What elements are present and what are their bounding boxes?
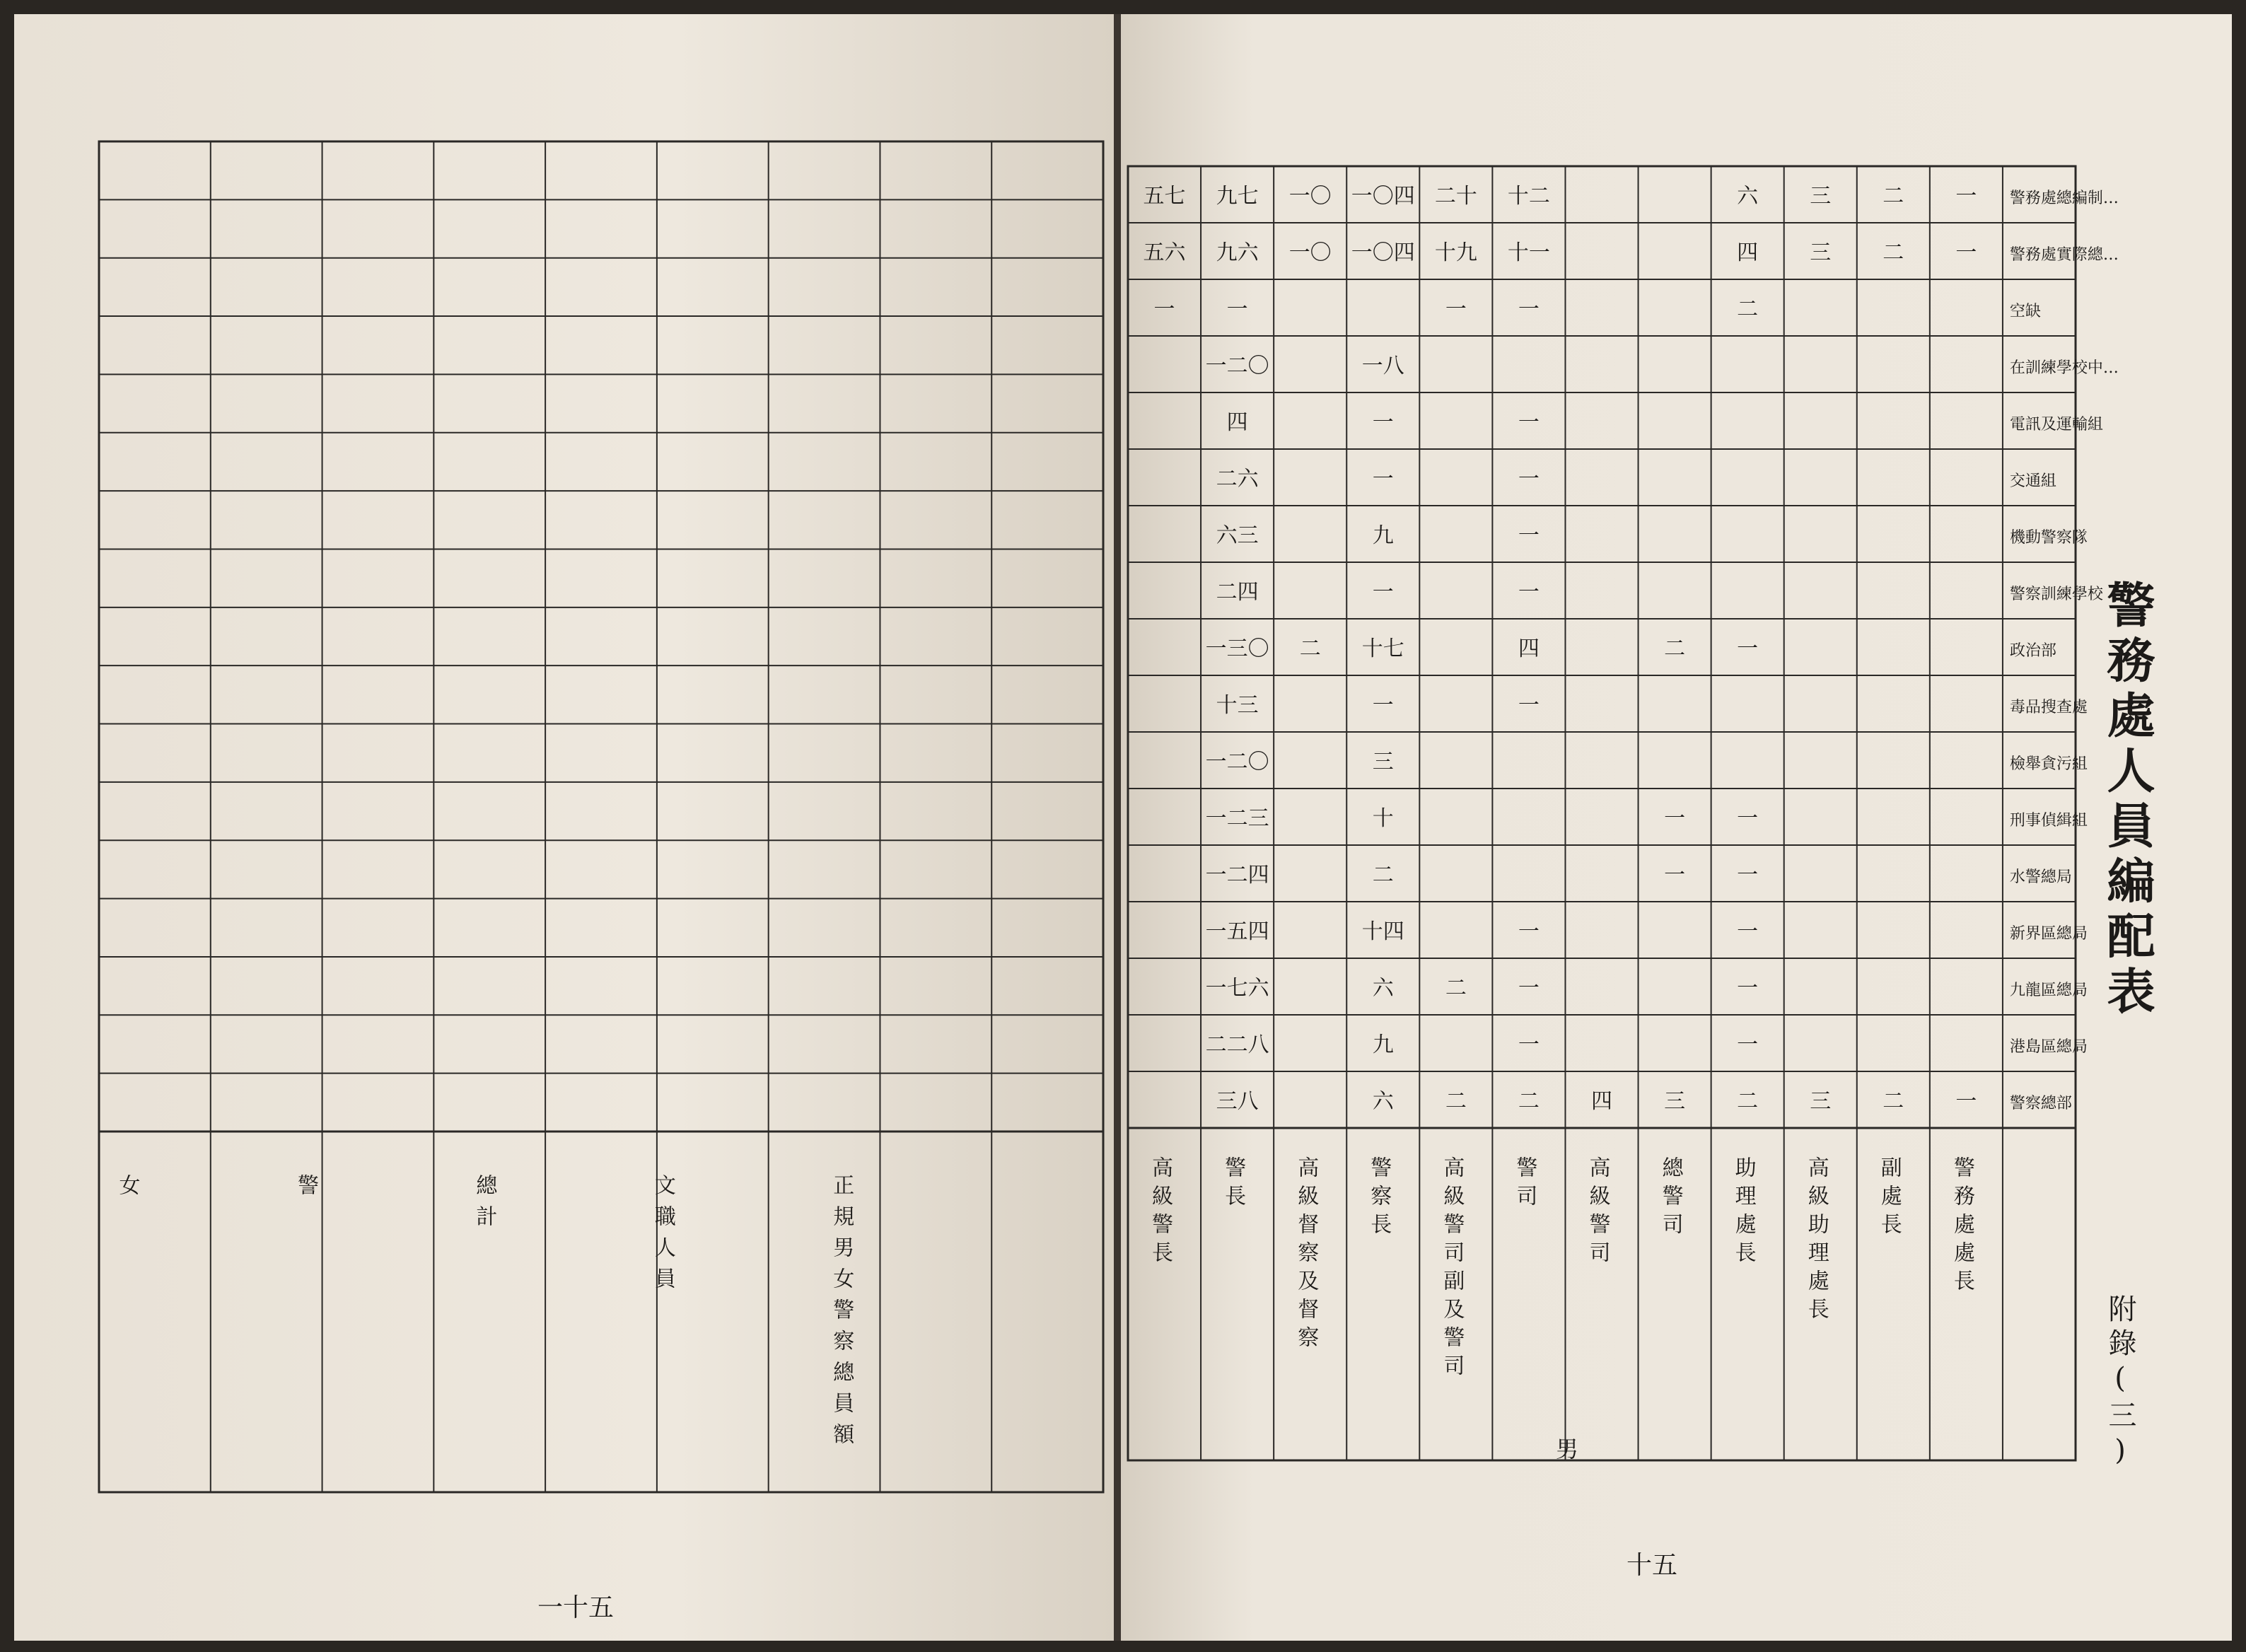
cell-value: 三 [1664,1089,1686,1114]
cell-value: 一 [1737,919,1759,944]
footer-label: 警 [293,1174,318,1205]
rank-label: 高級助理處長 [1803,1156,1829,1326]
row-header: 交通組 [2009,472,2056,490]
cell-value: 一 [1518,1032,1540,1057]
cell-value: 四 [1226,410,1248,435]
cell-value: 二 [1737,1089,1759,1114]
cell-value: 三 [1810,240,1832,265]
cell-value: 一三〇 [1205,636,1269,661]
row-header: 警務處總編制… [2009,190,2119,207]
rank-label: 警長 [1221,1156,1246,1213]
footer-label: 正規男女警察總員額 [829,1174,854,1454]
cell-value: 一 [1445,297,1467,322]
row-header: 水警總局 [2009,868,2072,886]
cell-value: 一 [1664,806,1686,831]
cell-value: 六 [1737,184,1759,209]
cell-value: 一二〇 [1205,750,1269,774]
cell-value: 一〇四 [1351,184,1415,209]
table-frame-left [99,141,1103,1492]
appendix-label: 附錄(三) [2104,1294,2136,1472]
row-header: 空缺 [2009,303,2041,320]
cell-value: 一 [1737,1032,1759,1057]
footer-label: 文職人員 [650,1174,675,1298]
rank-label: 助理處長 [1730,1156,1756,1269]
row-header: 在訓練學校中… [2009,359,2119,377]
male-label: 男 [1556,1436,1579,1462]
rank-label: 警司 [1512,1156,1537,1213]
cell-value: 六 [1372,1089,1394,1114]
cell-value: 一五四 [1205,919,1269,944]
row-header: 檢舉貪污組 [2009,755,2088,773]
cell-value: 二 [1664,636,1686,661]
row-header: 警察訓練學校 [2009,586,2103,603]
cell-value: 一 [1737,636,1759,661]
cell-value: 一二四 [1205,863,1269,888]
cell-value: 一 [1518,580,1540,605]
cell-value: 二 [1883,184,1904,209]
page-number-left: 一十五 [537,1593,615,1622]
cell-value: 一 [1518,919,1540,944]
cell-value: 二 [1883,240,1904,265]
cell-value: 二 [1883,1089,1904,1114]
row-header: 港島區總局 [2009,1038,2088,1056]
cell-value: 二四 [1216,580,1259,605]
rank-label: 高級警長 [1148,1156,1173,1269]
cell-value: 一二〇 [1205,354,1269,378]
cell-value: 四 [1518,636,1540,661]
rank-label: 警務處處長 [1949,1156,1974,1298]
table-title: 警務處人員編配表 [2099,580,2155,1021]
cell-value: 二 [1737,297,1759,322]
cell-value: 十七 [1361,636,1404,661]
cell-value: 一 [1372,467,1394,491]
cell-value: 十三 [1216,693,1259,718]
row-header: 機動警察隊 [2009,529,2088,547]
footer-label: 女 [115,1174,140,1205]
cell-value: 一 [1955,184,1977,209]
rank-label: 高級警司副及警司 [1439,1156,1465,1383]
cell-value: 九 [1372,1032,1394,1057]
cell-value: 一七六 [1205,976,1269,1001]
cell-value: 二六 [1216,467,1259,491]
cell-value: 一 [1518,976,1540,1001]
cell-value: 一〇 [1288,240,1332,265]
cell-value: 一 [1737,806,1759,831]
cell-value: 一 [1518,410,1540,435]
cell-value: 十四 [1361,919,1404,944]
cell-value: 二 [1299,636,1321,661]
cell-value: 二 [1445,1089,1467,1114]
cell-value: 四 [1737,240,1759,265]
cell-value: 三 [1372,750,1394,774]
cell-value: 二 [1445,976,1467,1001]
rank-label: 總警司 [1658,1156,1683,1241]
cell-value: 一 [1153,297,1175,322]
cell-value: 九 [1372,523,1394,548]
cell-value: 五七 [1143,184,1186,209]
cell-value: 一 [1518,467,1540,491]
cell-value: 四 [1591,1089,1612,1114]
row-header: 警務處實際總… [2009,246,2119,264]
cell-value: 九六 [1216,240,1259,265]
row-header: 九龍區總局 [2009,982,2088,999]
cell-value: 二十 [1434,184,1477,209]
cell-value: 一 [1737,976,1759,1001]
cell-value: 一八 [1361,354,1404,378]
rank-label: 高級督察及督察 [1293,1156,1319,1354]
cell-value: 一 [1518,297,1540,322]
rank-label: 警察長 [1366,1156,1392,1241]
row-header: 毒品搜查處 [2009,699,2088,716]
cell-value: 一 [1737,863,1759,888]
row-header: 電訊及運輸組 [2009,416,2103,434]
rank-label: 高級警司 [1585,1156,1610,1269]
cell-value: 十二 [1507,184,1550,209]
cell-value: 二二八 [1205,1032,1269,1057]
cell-value: 一 [1226,297,1248,322]
cell-value: 一 [1955,240,1977,265]
cell-value: 六三 [1216,523,1259,548]
cell-value: 六 [1372,976,1394,1001]
row-header: 新界區總局 [2009,925,2088,943]
cell-value: 五六 [1143,240,1186,265]
cell-value: 十 [1372,806,1394,831]
rank-label: 副處長 [1876,1156,1902,1241]
cell-value: 三 [1810,1089,1832,1114]
row-header: 警察總部 [2009,1095,2072,1112]
footer-label: 總計 [472,1174,497,1236]
cell-value: 一 [1372,693,1394,718]
page-number-right: 十五 [1627,1551,1678,1580]
cell-value: 一 [1955,1089,1977,1114]
cell-value: 十一 [1507,240,1550,265]
cell-value: 一 [1372,580,1394,605]
cell-value: 一 [1518,693,1540,718]
title-block [2093,580,2162,1021]
row-header: 政治部 [2009,642,2056,660]
cell-value: 一二三 [1205,806,1269,831]
cell-value: 三 [1810,184,1832,209]
cell-value: 十九 [1434,240,1477,265]
cell-value: 一 [1518,523,1540,548]
cell-value: 一〇 [1288,184,1332,209]
cell-value: 九七 [1216,184,1259,209]
cell-value: 一 [1372,410,1394,435]
cell-value: 一 [1664,863,1686,888]
cell-value: 三八 [1216,1089,1259,1114]
row-header: 刑事偵緝組 [2009,812,2088,830]
cell-value: 二 [1518,1089,1540,1114]
cell-value: 一〇四 [1351,240,1415,265]
cell-value: 二 [1372,863,1394,888]
